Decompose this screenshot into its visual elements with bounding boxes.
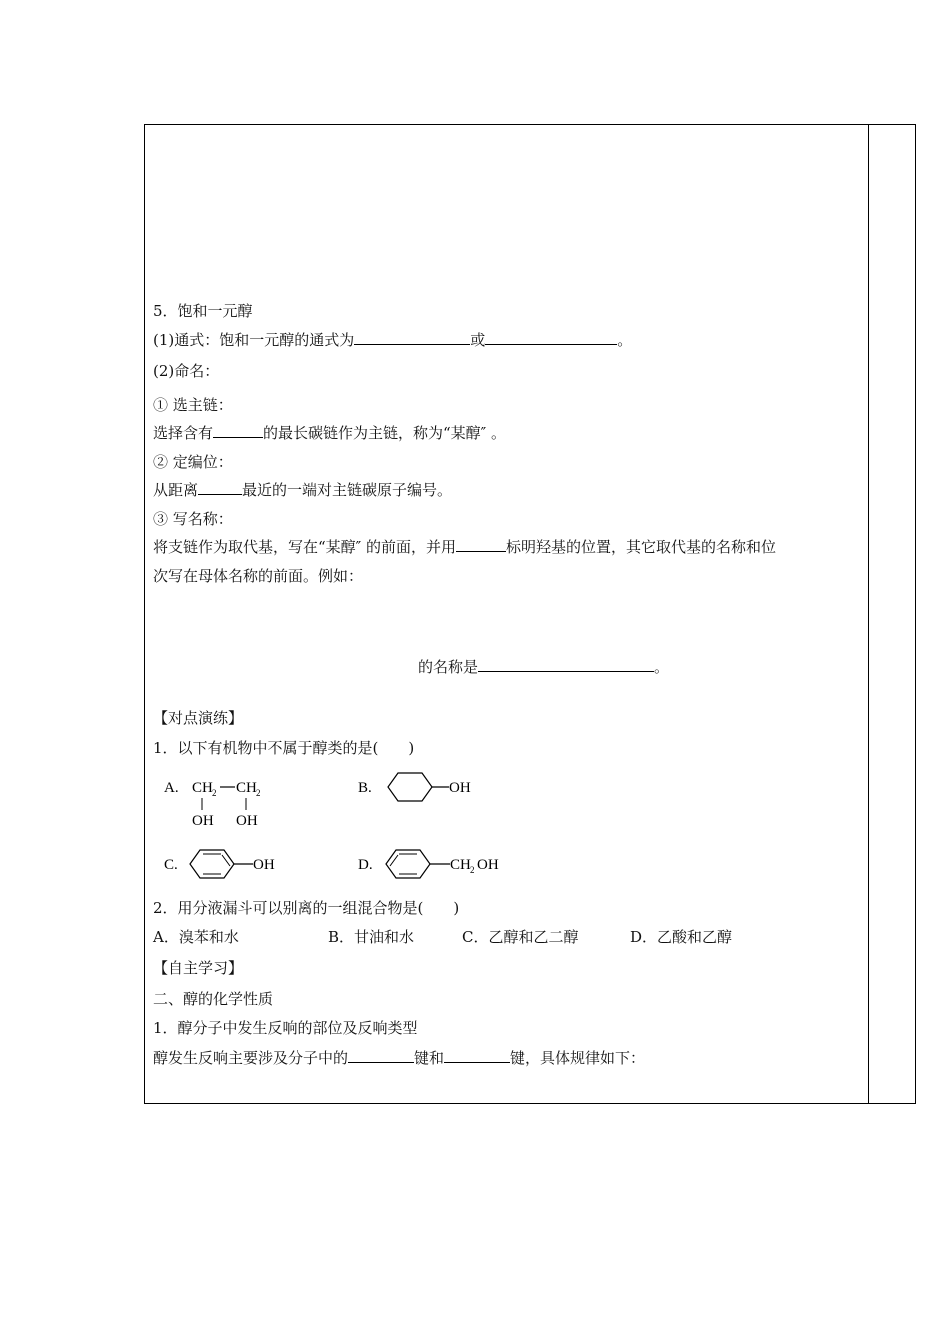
question-2: 2．用分液漏斗可以别离的一组混合物是( ) [153, 899, 460, 917]
item1-title: 1．醇分子中发生反响的部位及反响类型 [153, 1019, 418, 1037]
step1-text [153, 423, 506, 443]
question-2-option-c: C．乙醇和乙二醇 [462, 928, 579, 946]
step3-heading: ③ 写名称： [153, 510, 233, 528]
step2-text-pre: 从距离 [153, 481, 199, 499]
formula-line [153, 330, 632, 350]
option-d-structure [356, 846, 516, 882]
formula-period: 。 [617, 331, 633, 349]
option-d-ch: CH [450, 857, 471, 873]
item1-blank-1[interactable] [348, 1048, 414, 1063]
item1-text [153, 1048, 645, 1068]
option-a-sub-right: 2 [256, 788, 261, 798]
step1-heading: ① 选主链： [153, 396, 233, 414]
item1-text-post: 键，具体规律如下： [510, 1049, 646, 1067]
step1-text-post: 的最长碳链作为主链，称为“某醇″ 。 [263, 424, 507, 442]
example-blank[interactable] [478, 657, 654, 672]
option-d-label: D. [358, 857, 373, 873]
formula-blank-1[interactable] [354, 330, 470, 345]
step2-heading: ② 定编位： [153, 453, 233, 471]
question-2-option-d: D．乙酸和乙醇 [630, 928, 733, 946]
step2-text-post: 最近的一端对主链碳原子编号。 [242, 481, 453, 499]
option-b-ring [388, 773, 432, 801]
step2-blank[interactable] [198, 480, 242, 495]
option-a-structure [162, 772, 282, 832]
question-2-option-b: B．甘油和水 [328, 928, 415, 946]
section5-title: 5．饱和一元醇 [153, 302, 253, 320]
item1-text-mid: 键和 [414, 1049, 445, 1067]
option-c-structure [162, 846, 292, 882]
step3-text-pre: 将支链作为取代基，写在“某醇″ 的前面，并用 [153, 538, 457, 556]
self-study-header: 【自主学习】 [153, 959, 244, 977]
formula-or: 或 [470, 331, 486, 349]
option-a-ch-right: CH [236, 780, 257, 796]
item1-blank-2[interactable] [444, 1048, 510, 1063]
practice-header: 【对点演练】 [153, 709, 244, 727]
example-line [418, 657, 669, 677]
question-2-option-a: A．溴苯和水 [153, 928, 239, 946]
option-a-sub-left: 2 [212, 788, 217, 798]
step2-text [153, 480, 452, 500]
formula-blank-2[interactable] [485, 330, 617, 345]
option-d-sub: 2 [470, 865, 475, 875]
option-d-oh: OH [477, 857, 499, 873]
example-period: 。 [654, 658, 670, 676]
naming-label: (2)命名： [153, 362, 220, 380]
option-b-structure [356, 770, 486, 806]
step3-blank[interactable] [456, 537, 506, 552]
example-label: 的名称是 [418, 658, 479, 676]
table-frame [144, 124, 916, 1104]
option-a-ch-left: CH [192, 780, 213, 796]
formula-label: (1)通式：饱和一元醇的通式为 [153, 331, 355, 349]
step3-text [153, 537, 776, 557]
table-column-divider [868, 124, 869, 1104]
item1-text-pre: 醇发生反响主要涉及分子中的 [153, 1049, 349, 1067]
option-a-label: A. [164, 780, 179, 796]
section2-title: 二、醇的化学性质 [153, 990, 274, 1008]
step3-text-cont: 次写在母体名称的前面。例如： [153, 567, 364, 585]
option-b-label: B. [358, 780, 372, 796]
step3-text-post: 标明羟基的位置，其它取代基的名称和位 [506, 538, 777, 556]
question-1: 1．以下有机物中不属于醇类的是( ) [153, 739, 415, 757]
step1-text-pre: 选择含有 [153, 424, 214, 442]
option-a-oh-1: OH [192, 813, 214, 829]
option-a-oh-2: OH [236, 813, 258, 829]
option-b-oh: OH [449, 780, 471, 796]
option-c-oh: OH [253, 857, 275, 873]
option-c-label: C. [164, 857, 178, 873]
step1-blank[interactable] [213, 423, 263, 438]
